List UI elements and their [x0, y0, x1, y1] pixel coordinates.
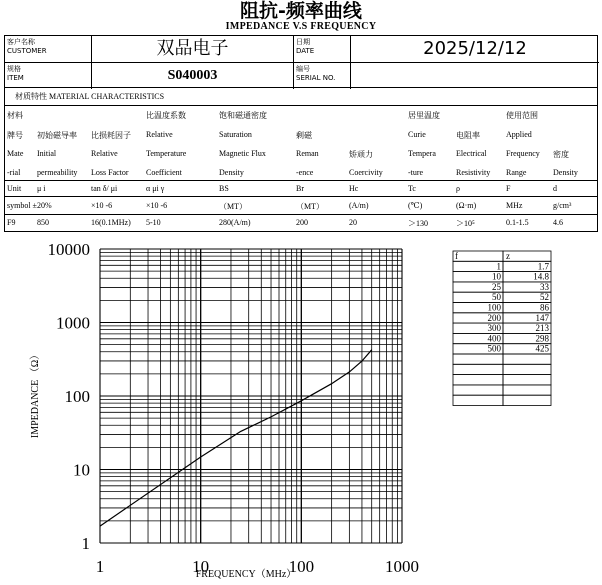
- date-label-en: DATE: [296, 47, 315, 55]
- table-row-z: 14.8: [533, 271, 549, 282]
- serial-label-cn: 编号: [296, 65, 310, 73]
- table-row-z: 298: [535, 333, 549, 344]
- table-cell: [453, 364, 503, 374]
- material-col4-r1: 饱和磁通密度: [219, 111, 267, 120]
- data-table: [453, 251, 551, 406]
- table-header-f: f: [455, 251, 458, 261]
- table-cell: [453, 385, 503, 395]
- material-col4-r4: Density: [219, 168, 244, 177]
- x-axis-label: FREQUENCY（MHz）: [195, 569, 297, 580]
- table-row-f: 1: [496, 261, 501, 272]
- material-col7-symbol: (℃): [408, 201, 423, 210]
- material-col8-r4: Resistivity: [456, 168, 491, 177]
- material-col9-value: 0.1-1.5: [506, 218, 529, 227]
- material-col2-r2: 比损耗因子: [91, 131, 131, 140]
- material-col7-r3: Tempera: [408, 149, 436, 158]
- table-cell: [453, 261, 503, 271]
- material-col7-unit: Tc: [408, 184, 416, 193]
- table-row-f: 10: [492, 271, 501, 282]
- material-table: [4, 88, 598, 232]
- material-col10-unit: d: [553, 184, 557, 193]
- material-col9-r3: Frequency: [506, 149, 540, 158]
- material-col6-r4: Coercivity: [349, 168, 383, 177]
- table-row-z: 52: [540, 292, 549, 303]
- item-label-cn: 规格: [7, 65, 21, 73]
- page-title: 阻抗-频率曲线: [240, 0, 362, 22]
- material-col4-unit: BS: [219, 184, 229, 193]
- material-col5-value: 200: [296, 218, 308, 227]
- table-row-z: 147: [535, 312, 549, 323]
- material-col0-r3: Mate: [7, 149, 24, 158]
- table-row-z: 1.7: [537, 261, 549, 272]
- material-col4-r3: Magnetic Flux: [219, 149, 266, 158]
- material-col8-symbol: (Ω·m): [456, 201, 477, 210]
- impedance-curve: [100, 350, 372, 526]
- y-axis-label: IMPEDANCE （Ω）: [30, 349, 41, 439]
- material-col0-r4: -rial: [7, 168, 21, 177]
- page-subtitle: IMPEDANCE V.S FREQUENCY: [225, 21, 377, 32]
- material-col3-r2: Relative: [146, 130, 173, 139]
- material-col7-value: ＞130: [408, 219, 428, 228]
- table-cell: [503, 395, 551, 405]
- table-cell: [453, 375, 503, 385]
- table-row-f: 400: [487, 333, 501, 344]
- date-label: [294, 36, 350, 62]
- material-col8-r2: 电阻率: [456, 131, 480, 140]
- material-col3-r4: Coefficient: [146, 168, 182, 177]
- material-col0-value: F9: [7, 218, 16, 227]
- serial-label: [294, 63, 350, 89]
- material-col4-r2: Saturation: [219, 130, 252, 139]
- material-col3-r3: Temperature: [146, 149, 187, 158]
- table-row-z: 33: [540, 281, 549, 292]
- material-col1-r2: 初始磁导率: [37, 131, 77, 140]
- material-col5-r3: Reman: [296, 149, 319, 158]
- material-col3-value: 5-10: [146, 218, 161, 227]
- material-col5-r4: -ence: [296, 168, 314, 177]
- item-value: S040003: [167, 68, 218, 83]
- material-col0-r1: 材料: [7, 111, 23, 120]
- y-tick-label: 1: [81, 534, 90, 553]
- item-label-en: ITEM: [7, 74, 24, 82]
- table-header-z: z: [506, 251, 510, 261]
- material-col2-r4: Loss Factor: [91, 168, 129, 177]
- material-col8-value: ＞10⁵: [456, 219, 475, 228]
- table-cell: [503, 251, 551, 261]
- material-col6-unit: Hc: [349, 184, 359, 193]
- material-col6-value: 20: [349, 218, 357, 227]
- material-col9-r1: 使用范围: [506, 111, 538, 120]
- y-tick-label: 1000: [56, 313, 90, 333]
- material-col10-symbol: g/cm³: [553, 201, 572, 210]
- material-col5-unit: Br: [296, 184, 304, 193]
- material-col5-symbol: （MT）: [296, 202, 324, 211]
- header-table: [4, 35, 598, 88]
- x-tick-label: 1000: [385, 557, 419, 576]
- material-col0-symbol: symbol ±20%: [7, 201, 52, 210]
- y-tick-label: 10: [73, 460, 90, 480]
- table-row-f: 500: [487, 343, 501, 354]
- material-col8-r3: Electrical: [456, 149, 487, 158]
- material-col8-unit: ρ: [456, 184, 460, 193]
- material-col3-symbol: ×10 -6: [146, 201, 168, 210]
- material-col2-symbol: ×10 -6: [91, 201, 113, 210]
- material-col9-unit: F: [506, 184, 511, 193]
- table-row-z: 425: [535, 343, 549, 354]
- serial-value: [351, 63, 599, 89]
- y-tick-label: 10000: [47, 240, 90, 259]
- material-col6-symbol: (A/m): [349, 201, 369, 210]
- table-cell: [503, 375, 551, 385]
- material-col10-r3: 密度: [553, 150, 569, 159]
- material-col3-unit: α μi γ: [146, 184, 165, 193]
- y-tick-label: 100: [64, 387, 90, 406]
- material-col1-r4: permeability: [37, 168, 78, 177]
- table-row-f: 300: [487, 323, 501, 334]
- material-col1-unit: μ i: [37, 184, 46, 193]
- material-col4-value: 280(A/m): [219, 218, 251, 227]
- table-row-f: 200: [487, 312, 501, 323]
- material-col7-r1: 居里温度: [408, 111, 440, 120]
- material-col7-r2: Curie: [408, 130, 426, 139]
- table-row-f: 100: [487, 302, 501, 313]
- material-col6-r3: 矫顽力: [349, 150, 373, 159]
- chart-ticks: [48, 240, 420, 576]
- table-cell: [503, 385, 551, 395]
- material-col0-r2: 牌号: [7, 131, 23, 140]
- customer-label: [5, 36, 91, 62]
- material-col1-r3: Initial: [37, 149, 57, 158]
- x-tick-label: 1: [95, 557, 105, 576]
- x-tick-label: 100: [288, 557, 315, 576]
- material-col3-r1: 比温度系数: [146, 111, 186, 120]
- impedance-chart: [0, 232, 602, 585]
- x-tick-label: 10: [192, 557, 210, 576]
- table-row-z: 213: [535, 323, 549, 334]
- material-col9-r4: Range: [506, 168, 527, 177]
- material-col7-r4: -ture: [408, 168, 424, 177]
- table-cell: [453, 395, 503, 405]
- serial-label-en: SERIAL NO.: [296, 74, 336, 82]
- item-label: [5, 63, 91, 89]
- table-row-f: 50: [492, 292, 501, 303]
- material-col2-unit: tan δ/ μi: [91, 184, 118, 193]
- material-col10-value: 4.6: [553, 218, 563, 227]
- table-cell: [453, 251, 503, 261]
- customer-label-en: CUSTOMER: [7, 47, 47, 55]
- table-cell: [503, 364, 551, 374]
- material-col9-r2: Applied: [506, 130, 532, 139]
- material-col0-unit: Unit: [7, 184, 22, 193]
- material-col4-symbol: （MT）: [219, 202, 247, 211]
- material-col5-r2: 剩磁: [296, 131, 312, 140]
- customer-value: 双品电子: [156, 38, 229, 59]
- chart-grid: [100, 249, 402, 543]
- material-col10-r4: Density: [553, 168, 578, 177]
- date-label-cn: 日期: [296, 38, 310, 46]
- customer-label-cn: 客户名称: [7, 38, 35, 46]
- table-cell: [453, 354, 503, 364]
- material-col2-value: 16(0.1MHz): [91, 218, 131, 227]
- table-cell: [503, 354, 551, 364]
- material-col9-symbol: MHz: [506, 201, 523, 210]
- material-section-title: 材质特性 MATERIAL CHARACTERISTICS: [5, 88, 597, 106]
- table-row-f: 25: [492, 281, 501, 292]
- date-value: 2025/12/12: [423, 38, 527, 59]
- material-col2-r3: Relative: [91, 149, 118, 158]
- table-row-z: 86: [540, 302, 549, 313]
- material-col1-value: 850: [37, 218, 49, 227]
